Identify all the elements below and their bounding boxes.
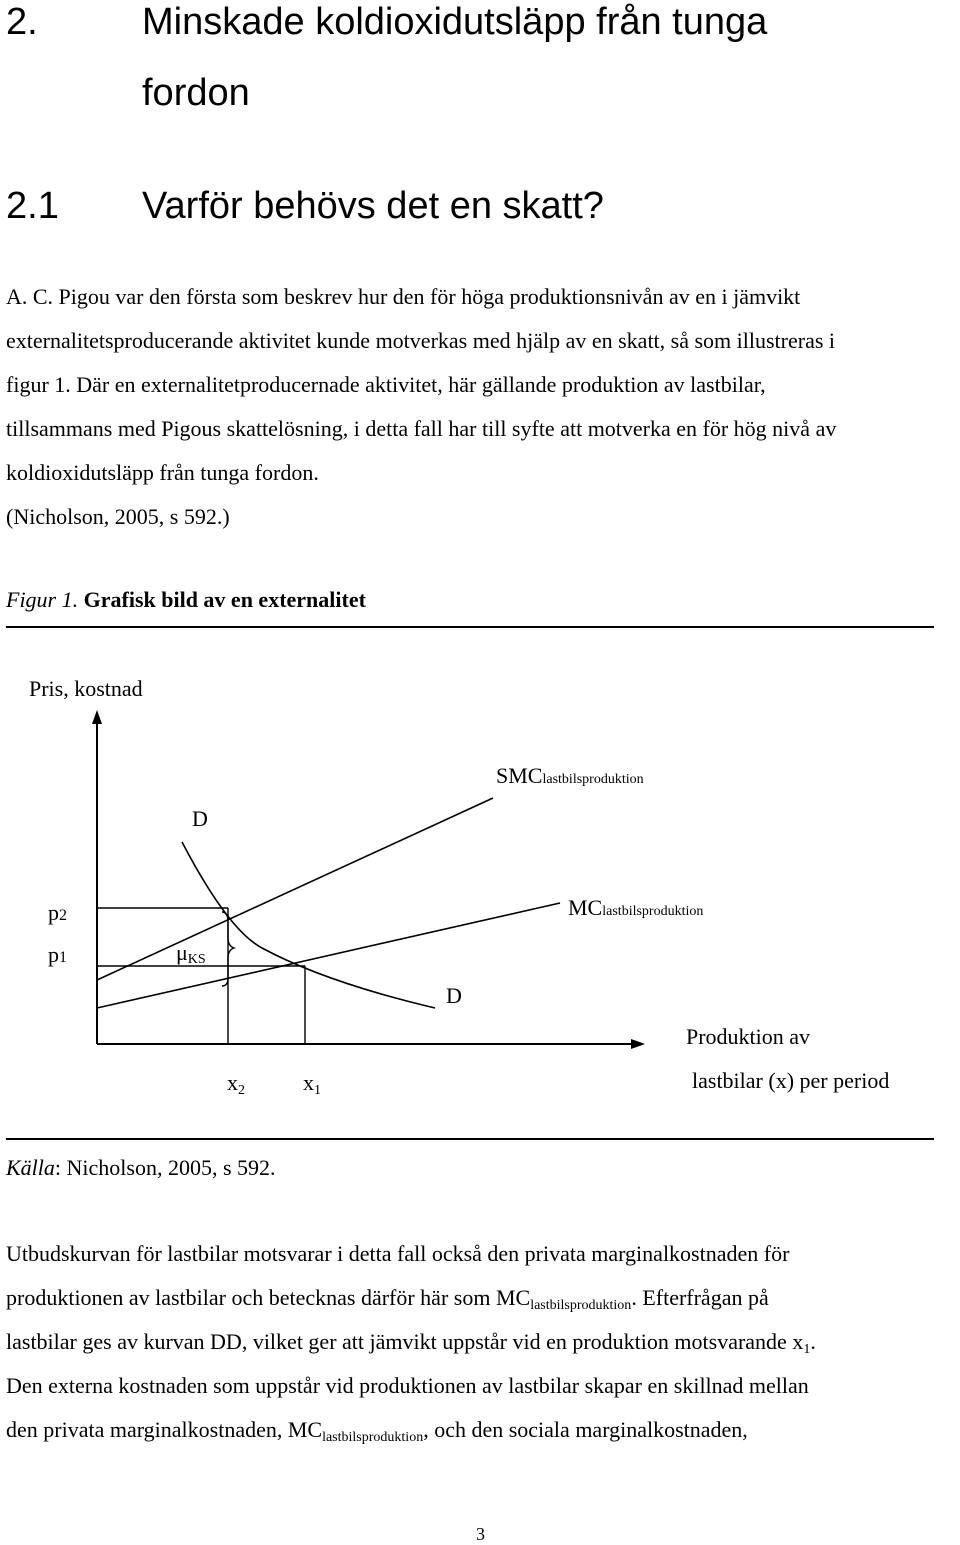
figure-caption (6, 578, 366, 623)
figure-bottom-rule (6, 1138, 934, 1140)
demand-label-bottom: D (446, 983, 462, 1008)
body-line: Den externa kostnaden som uppstår vid produktionen av lastbilar skapar en skillnad mellan (6, 1373, 809, 1398)
body-line: lastbilar ges av kurvan DD, vilket ger att jämvikt uppstår vid en produktion motsvarande $x_1$. (6, 1329, 816, 1357)
intro-line: A. C. Pigou var den första som beskrev hur den för höga produktionsnivån av en i jämvikt (6, 284, 801, 309)
demand-label-top: D (192, 806, 208, 831)
intro-line: externalitetsproducerande aktivitet kunde motverkas med hjälp av en skatt, så som illustreras i (6, 328, 836, 353)
figure-source (6, 1146, 276, 1191)
tax-mu-label: μKS (176, 940, 206, 967)
p2-label: p2 (48, 900, 67, 925)
source-text: : Nicholson, 2005, s 592. (54, 1155, 276, 1180)
x2-label: x2 (227, 1070, 245, 1098)
mc-label: MClastbilsproduktion (568, 895, 704, 920)
demand-curve (182, 842, 435, 1008)
body-line: den privata marginalkostnaden, $MC_{lastbilsproduktion}$, och den sociala marginalkostnaden, (6, 1417, 748, 1445)
subsection-number: 2.1 (6, 185, 59, 227)
externality-diagram (0, 630, 960, 1130)
body-line: Utbudskurvan för lastbilar motsvarar i detta fall också den privata marginalkostnaden för (6, 1241, 790, 1266)
figure-caption-title: Grafisk bild av en externalitet (83, 587, 366, 612)
intro-citation: (Nicholson, 2005, s 592.) (6, 504, 230, 529)
y-axis-label: Pris, kostnad (29, 676, 143, 701)
body-line: produktionen av lastbilar och betecknas därför här som $MC_{lastbilsproduktion}$. Efterfrågan på (6, 1285, 769, 1313)
smc-label: SMClastbilsproduktion (496, 763, 644, 788)
intro-line: tillsammans med Pigous skattelösning, i detta fall har till syfte att motverka en för hög nivå av (6, 416, 837, 441)
subsection-title: Varför behövs det en skatt? (142, 185, 604, 227)
section-title-line2: fordon (142, 72, 250, 114)
page-number: 3 (476, 1524, 485, 1544)
figure-caption-prefix: Figur 1. (6, 587, 79, 612)
x-axis-label-line2: lastbilar (x) per period (692, 1068, 890, 1093)
section-number: 2. (6, 1, 38, 43)
x-axis-label-line1: Produktion av (686, 1024, 811, 1049)
x1-label: x1 (303, 1070, 321, 1098)
x-axis-arrow (631, 1039, 645, 1049)
source-label: Källa (6, 1155, 55, 1180)
smc-line (97, 798, 493, 980)
y-axis-arrow (92, 710, 102, 724)
figure-top-rule (6, 626, 934, 628)
section-title-line1: Minskade koldioxidutsläpp från tunga (142, 1, 768, 43)
intro-line: koldioxidutsläpp från tunga fordon. (6, 460, 319, 485)
intro-line: figur 1. Där en externalitetproducernade aktivitet, här gällande produktion av lastbilar, (6, 372, 766, 397)
p1-label: p1 (48, 942, 67, 967)
mc-line (97, 903, 560, 1008)
